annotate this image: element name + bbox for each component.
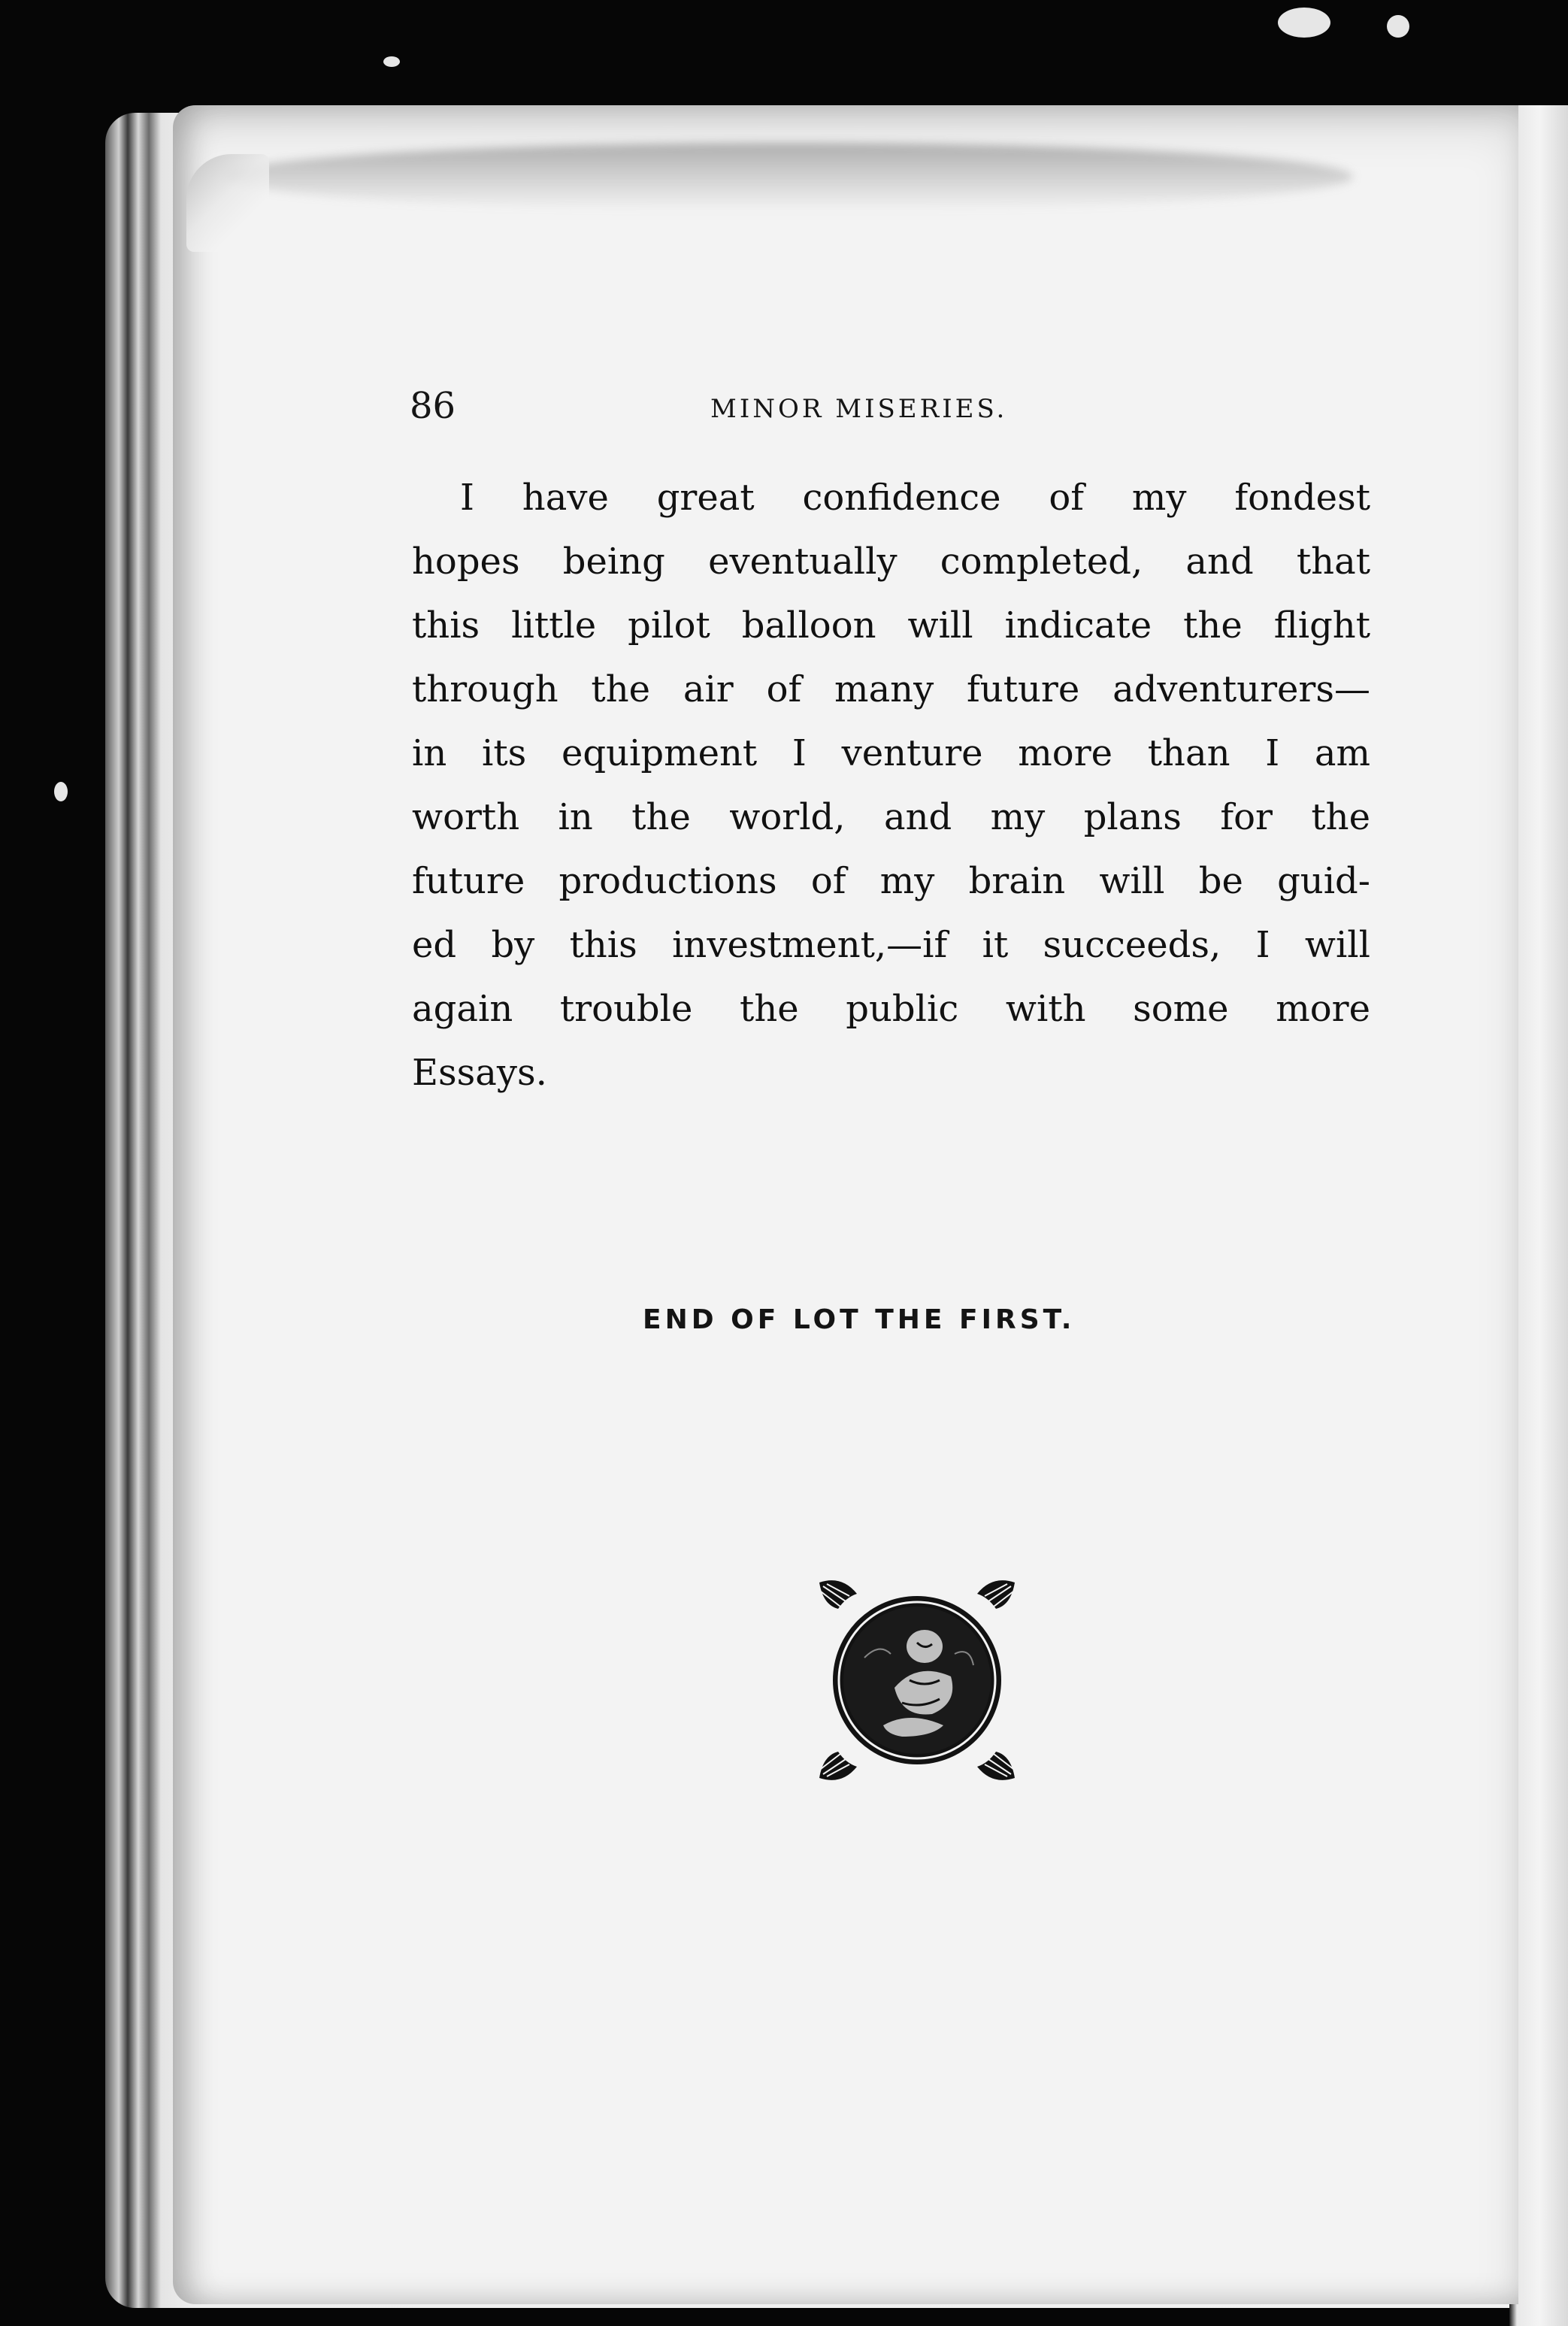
text-line: I have great confidence of my fondest — [460, 477, 1370, 519]
text-line: Essays. — [412, 1052, 547, 1094]
text-line: in its equipment I venture more than I am — [412, 732, 1370, 774]
text-line: hopes being eventually completed, and that — [412, 541, 1370, 583]
ornament-vignette-icon — [812, 1575, 1022, 1785]
text-line: through the air of many future adventurers— — [412, 668, 1370, 710]
page-corner-curl — [186, 154, 269, 252]
text-line: future productions of my brain will be guid- — [412, 860, 1370, 902]
book-page — [173, 105, 1518, 2304]
dust-speck — [54, 782, 68, 801]
dust-speck — [383, 56, 400, 67]
text-line: ed by this investment,—if it succeeds, I will — [412, 924, 1370, 966]
end-of-section-note: END OF LOT THE FIRST. — [643, 1304, 1076, 1335]
body-paragraph — [412, 466, 1370, 1105]
text-line: this little pilot balloon will indicate the flight — [412, 604, 1370, 647]
running-head: MINOR MISERIES. — [710, 394, 1008, 424]
page-header — [410, 383, 1372, 429]
page-top-shadow — [226, 143, 1353, 210]
dust-speck — [1387, 15, 1409, 38]
page-number: 86 — [410, 385, 456, 427]
text-line: worth in the world, and my plans for the — [412, 796, 1370, 838]
text-line: again trouble the public with some more — [412, 988, 1370, 1030]
dust-speck — [1278, 8, 1330, 38]
